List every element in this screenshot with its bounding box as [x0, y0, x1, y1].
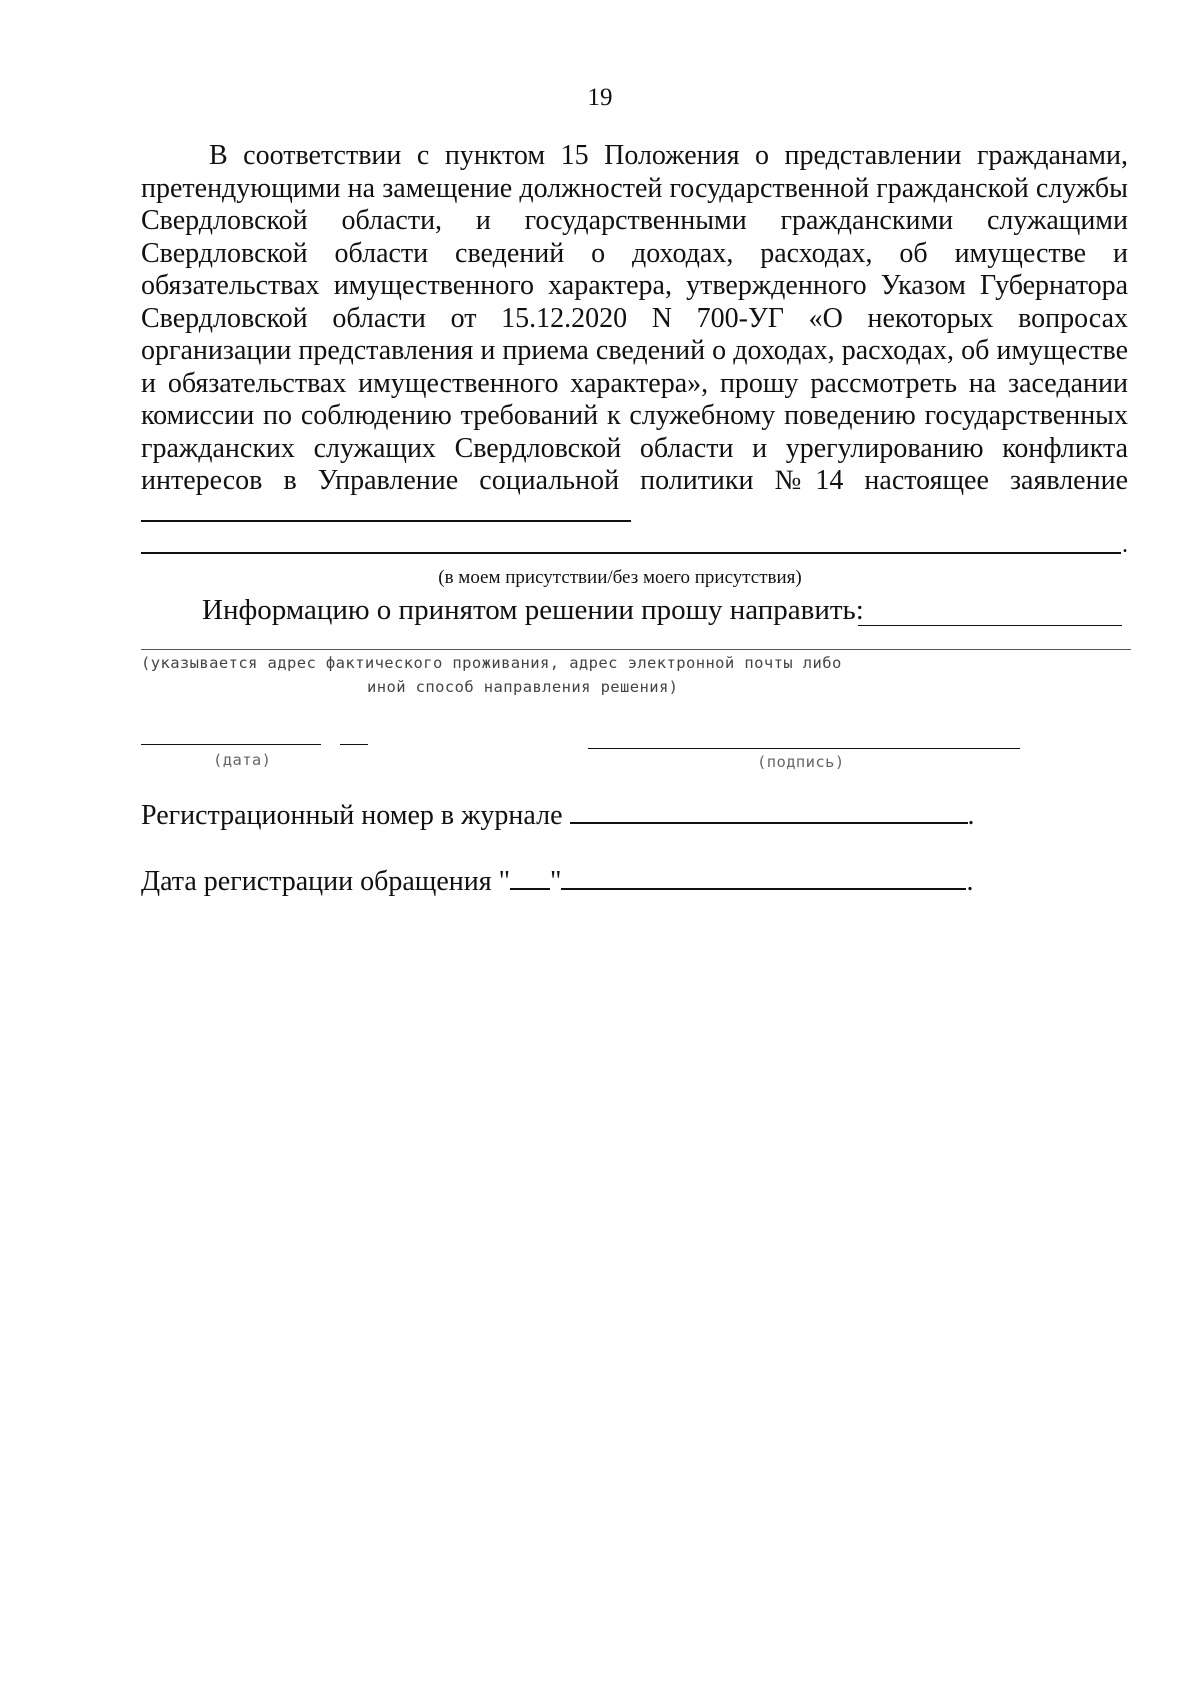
info-caption-line1: (указывается адрес фактического проживания, адрес электронной почты либо — [141, 654, 842, 672]
presence-caption: (в моем присутствии/без моего присутствия) — [438, 567, 802, 588]
signature-caption: (подпись) — [757, 753, 845, 771]
date-caption: (дата) — [213, 751, 272, 769]
registration-date-end: . — [966, 866, 974, 897]
info-label-text: Информацию о принятом решении прошу направить: — [202, 594, 864, 626]
signature-fill-line[interactable] — [588, 748, 1020, 749]
statement-end-dot: . — [1122, 532, 1128, 558]
registration-day-fill[interactable] — [510, 888, 550, 890]
info-fill-line[interactable] — [858, 625, 1122, 626]
statement-paragraph — [141, 140, 1128, 530]
registration-date-quote-close: " — [550, 866, 562, 897]
statement-text: В соответствии с пунктом 15 Положения о представлении гражданами, претендующими на замещение должностей государственной гражданской службы Свердловской области, и государственными гражданскими служащими Свердловской области сведений о доходах, расходах, об имуществе и обязательствах имущественного характера, утвержденного Указом Губернатора Свердловской области от 15.12.2020 N 700-УГ «О некоторых вопросах организации представления и приема сведений о доходах, расходах, об имуществе и обязательствах имущественного характера», прошу рассмотреть на заседании комиссии по соблюдению требований к служебному поведению государственных гражданских служащих Свердловской области и урегулированию конфликта интересов в Управление социальной политики №14 настоящее заявление — [141, 140, 1128, 496]
statement-fill-line[interactable] — [141, 520, 631, 522]
registration-date-label: Дата регистрации обращения " — [141, 866, 511, 897]
registration-number-row — [141, 800, 975, 832]
statement-second-fill-line[interactable] — [141, 552, 1121, 554]
info-second-fill-line[interactable] — [141, 649, 1131, 650]
date-fill-line[interactable] — [141, 744, 321, 745]
date-fill-dash — [340, 744, 368, 745]
registration-date-row — [141, 866, 973, 898]
page-number: 19 — [587, 84, 613, 111]
registration-number-end: . — [967, 800, 975, 831]
registration-number-fill[interactable] — [570, 822, 968, 824]
info-label — [202, 594, 864, 627]
registration-number-label: Регистрационный номер в журнале — [141, 800, 563, 831]
registration-date-fill[interactable] — [561, 888, 966, 890]
info-caption-line2: иной способ направления решения) — [367, 678, 679, 696]
